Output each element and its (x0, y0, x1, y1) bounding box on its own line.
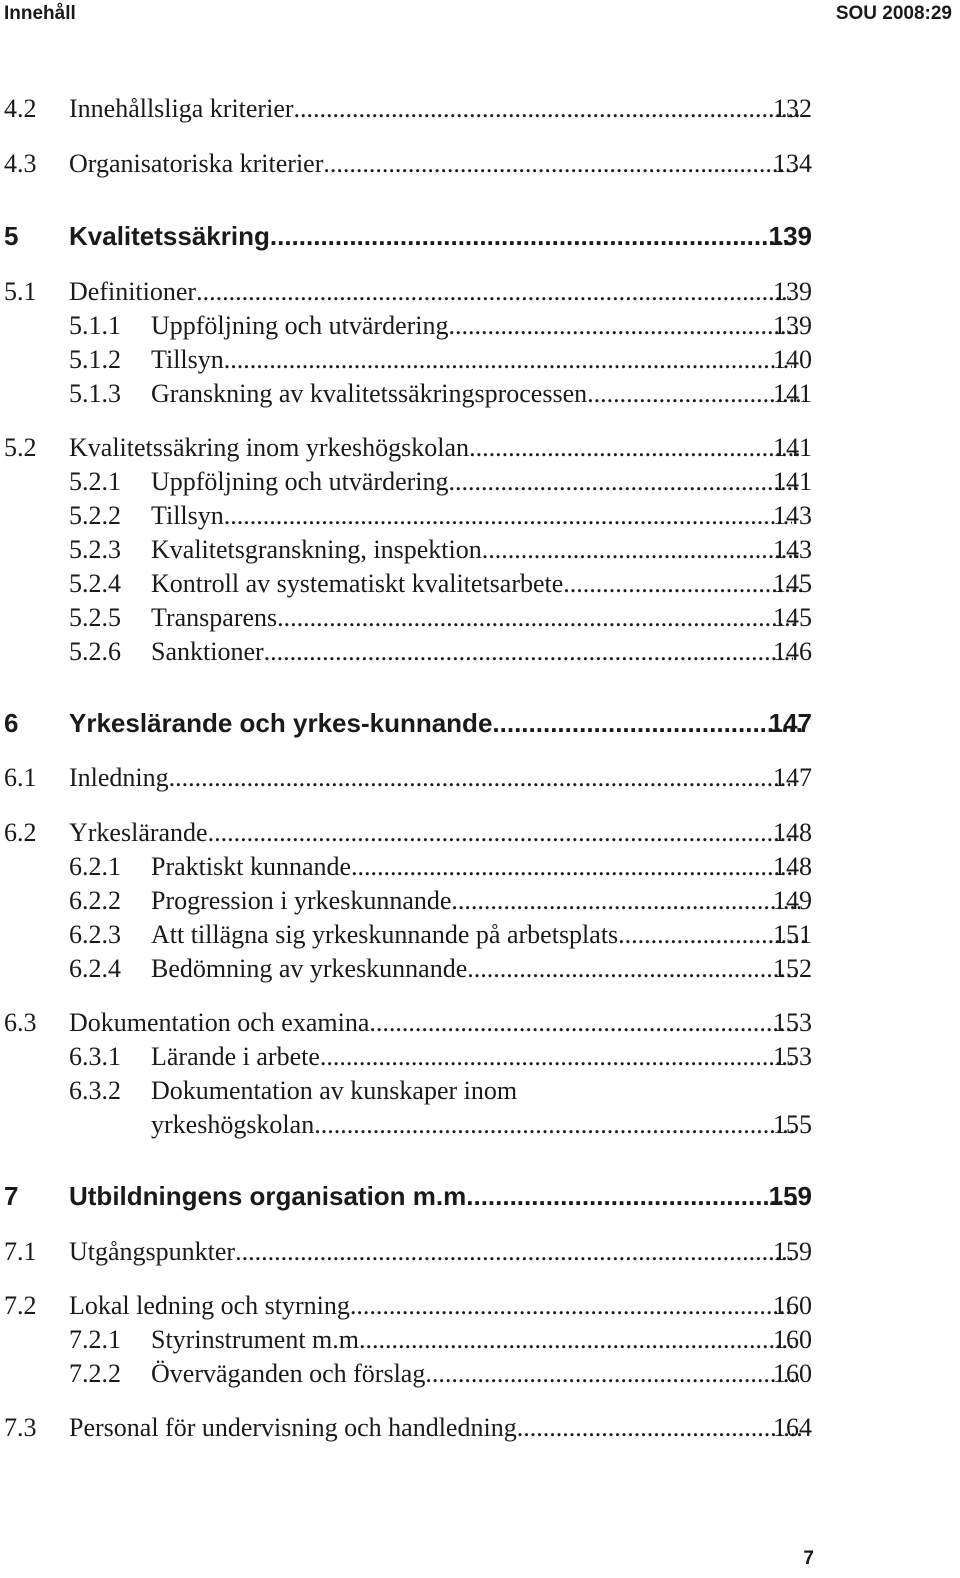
toc-entry (0, 1323, 960, 1357)
dot-leader (169, 761, 790, 795)
toc-entry (0, 275, 960, 309)
toc-entry-number: 6.1 (4, 763, 37, 792)
dot-leader (469, 431, 800, 465)
toc-entry-number: 6.3.2 (69, 1076, 121, 1105)
toc-entry-title: Styrinstrument m.m. (151, 1325, 366, 1354)
toc-entry (0, 1040, 960, 1074)
dot-leader (270, 219, 793, 253)
toc-entry (0, 601, 960, 635)
dot-leader (224, 499, 792, 533)
toc-entry-title: Organisatoriska kriterier (69, 149, 324, 178)
toc-entry (0, 850, 960, 884)
toc-entry-number: 6.2 (4, 818, 37, 847)
toc-entry-title: Kvalitetssäkring (69, 221, 270, 251)
toc-entry (0, 147, 960, 181)
toc-entry-page: 141 (773, 467, 812, 496)
toc-entry-page: 159 (773, 1237, 812, 1266)
toc-entry-page: 134 (773, 149, 812, 178)
toc-entry-number: 6.3.1 (69, 1042, 121, 1071)
toc-entry-page: 139 (773, 277, 812, 306)
toc-entry-continuation (0, 1108, 960, 1142)
toc-entry (0, 1289, 960, 1323)
toc-entry (0, 1006, 960, 1040)
toc-entry-page: 132 (773, 94, 812, 123)
toc-entry (0, 884, 960, 918)
toc-entry-title-continued: yrkeshögskolan (151, 1110, 315, 1139)
toc-entry-number: 5 (4, 221, 19, 251)
toc-entry-page: 160 (773, 1359, 812, 1388)
toc-entry-page: 160 (773, 1291, 812, 1320)
toc-entry-number: 5.2.4 (69, 569, 121, 598)
toc-entry-title: Överväganden och förslag (151, 1359, 426, 1388)
toc-entry (0, 499, 960, 533)
dot-leader (449, 465, 800, 499)
toc-entry-number: 7.2 (4, 1291, 37, 1320)
toc-entry-number: 6.2.3 (69, 920, 121, 949)
dot-leader (351, 850, 796, 884)
toc-entry-number: 5.1.1 (69, 311, 121, 340)
toc-entry-number: 6.2.1 (69, 852, 121, 881)
toc-entry-title: Yrkeslärande (69, 818, 208, 847)
toc-entry-number: 7.2.1 (69, 1325, 121, 1354)
toc-entry-title: Tillsyn (151, 501, 224, 530)
dot-leader (314, 1108, 795, 1142)
toc-entry-number: 5.2.6 (69, 637, 121, 666)
dot-leader (264, 635, 794, 669)
toc-entry (0, 533, 960, 567)
toc-entry (0, 635, 960, 669)
running-header (4, 3, 952, 29)
toc-entry-page: 160 (773, 1325, 812, 1354)
toc-entry-title: Definitioner (69, 277, 197, 306)
page-number: 7 (803, 1548, 814, 1569)
toc-entry-page: 145 (773, 569, 812, 598)
toc-entry (0, 431, 960, 465)
toc-entry-page: 143 (773, 535, 812, 564)
dot-leader (517, 1411, 802, 1445)
toc-entry-number: 5.1.3 (69, 379, 121, 408)
toc-entry-page: 143 (773, 501, 812, 530)
dot-leader (425, 1357, 798, 1391)
toc-entry-title: Transparens (151, 603, 278, 632)
toc-entry-title: Lokal ledning och styrning (69, 1291, 350, 1320)
dot-leader (366, 1323, 797, 1357)
toc-entry-number: 4.3 (4, 149, 37, 178)
toc-entry-title: Utbildningens organisation m.m. (69, 1181, 474, 1211)
toc-entry-title: Utgångspunkter (69, 1237, 236, 1266)
toc-entry (0, 816, 960, 850)
toc-entry (0, 567, 960, 601)
toc-entry-page: 153 (773, 1008, 812, 1037)
toc-entry-number: 5.1 (4, 277, 37, 306)
dot-leader (563, 567, 803, 601)
toc-entry-page: 148 (773, 818, 812, 847)
toc-entry-title: Innehållsliga kriterier (69, 94, 294, 123)
toc-entry-title: Progression i yrkeskunnande (151, 886, 452, 915)
dot-leader (492, 706, 800, 740)
toc-entry-number: 5.2 (4, 433, 37, 462)
dot-leader (277, 601, 794, 635)
toc-entry (0, 952, 960, 986)
toc-entry-title: Personal för undervisning och handledning (69, 1413, 517, 1442)
dot-leader (196, 275, 791, 309)
dot-leader (323, 147, 795, 181)
toc-entry-number: 7.1 (4, 1237, 37, 1266)
dot-leader (320, 1040, 795, 1074)
toc-entry-number: 5.2.2 (69, 501, 121, 530)
toc-entry-page: 139 (768, 221, 812, 251)
toc-entry-number: 7 (4, 1181, 19, 1211)
toc-entry-title: Yrkeslärande och yrkes-kunnande (69, 708, 493, 738)
toc-entry-title: Att tillägna sig yrkeskunnande på arbetsplats (151, 920, 619, 949)
toc-entry-page: 149 (773, 886, 812, 915)
dot-leader (350, 1289, 796, 1323)
toc-chapter-entry (0, 706, 960, 740)
toc-entry (0, 761, 960, 795)
toc-entry (0, 1357, 960, 1391)
toc-entry-number: 7.3 (4, 1413, 37, 1442)
toc-entry (0, 343, 960, 377)
header-document-id: SOU 2008:29 (835, 3, 952, 24)
toc-entry-number: 5.2.1 (69, 467, 121, 496)
toc-entry-page: 141 (773, 433, 812, 462)
toc-entry (0, 92, 960, 126)
dot-leader (369, 1006, 797, 1040)
toc-entry (0, 465, 960, 499)
toc-entry-page: 141 (773, 379, 812, 408)
toc-entry-number: 5.1.2 (69, 345, 121, 374)
toc-entry-number: 5.2.3 (69, 535, 121, 564)
toc-entry-page: 140 (773, 345, 812, 374)
toc-entry-title: Bedömning av yrkeskunnande (151, 954, 468, 983)
dot-leader (587, 377, 804, 411)
toc-chapter-entry (0, 219, 960, 253)
toc-entry-number: 6.2.4 (69, 954, 121, 983)
toc-entry-page: 146 (773, 637, 812, 666)
toc-entry-title: Tillsyn (151, 345, 224, 374)
toc-entry-number: 4.2 (4, 94, 37, 123)
dot-leader (235, 1235, 792, 1269)
toc-entry-number: 6.2.2 (69, 886, 121, 915)
toc-entry (0, 377, 960, 411)
toc-entry-page: 148 (773, 852, 812, 881)
toc-entry-title: Dokumentation av kunskaper inom (151, 1076, 518, 1105)
header-section-label: Innehåll (4, 3, 76, 24)
dot-leader (467, 952, 800, 986)
toc-entry (0, 1235, 960, 1269)
toc-entry-title: Inledning (69, 763, 169, 792)
toc-entry-page: 151 (773, 920, 812, 949)
toc-entry-title: Praktiskt kunnande (151, 852, 352, 881)
toc-entry (0, 309, 960, 343)
toc-entry-title: Dokumentation och examina (69, 1008, 370, 1037)
dot-leader (224, 343, 792, 377)
toc-entry-page: 145 (773, 603, 812, 632)
dot-leader (451, 884, 799, 918)
toc-entry-number: 7.2.2 (69, 1359, 121, 1388)
toc-entry-number: 6.3 (4, 1008, 37, 1037)
toc-chapter-entry (0, 1179, 960, 1213)
toc-entry-number: 5.2.5 (69, 603, 121, 632)
toc-entry-page: 152 (773, 954, 812, 983)
dot-leader (208, 816, 792, 850)
toc-entry-title: Uppföljning och utvärdering (151, 311, 449, 340)
toc-entry-page: 155 (773, 1110, 812, 1139)
toc-entry-title: Kvalitetsgranskning, inspektion (151, 535, 482, 564)
toc-entry-title: Granskning av kvalitetssäkringsprocessen (151, 379, 588, 408)
toc-entry-page: 153 (773, 1042, 812, 1071)
dot-leader (294, 92, 799, 126)
toc-entry-number: 6 (4, 708, 19, 738)
toc-entry-page: 147 (773, 763, 812, 792)
toc-entry-title: Kontroll av systematiskt kvalitetsarbete (151, 569, 564, 598)
dot-leader (449, 309, 800, 343)
dot-leader (482, 533, 801, 567)
toc-entry (0, 918, 960, 952)
toc-entry-title: Sanktioner (151, 637, 264, 666)
toc-entry (0, 1411, 960, 1445)
toc-entry-page: 164 (773, 1413, 812, 1442)
toc-entry-title: Uppföljning och utvärdering (151, 467, 449, 496)
toc-entry-page: 139 (773, 311, 812, 340)
toc-entry-page: 147 (768, 708, 812, 738)
toc-entry-page: 159 (768, 1181, 812, 1211)
dot-leader (473, 1179, 800, 1213)
toc-entry-title: Lärande i arbete (151, 1042, 320, 1071)
toc-entry (0, 1074, 960, 1108)
toc-entry-title: Kvalitetssäkring inom yrkeshögskolan (69, 433, 470, 462)
